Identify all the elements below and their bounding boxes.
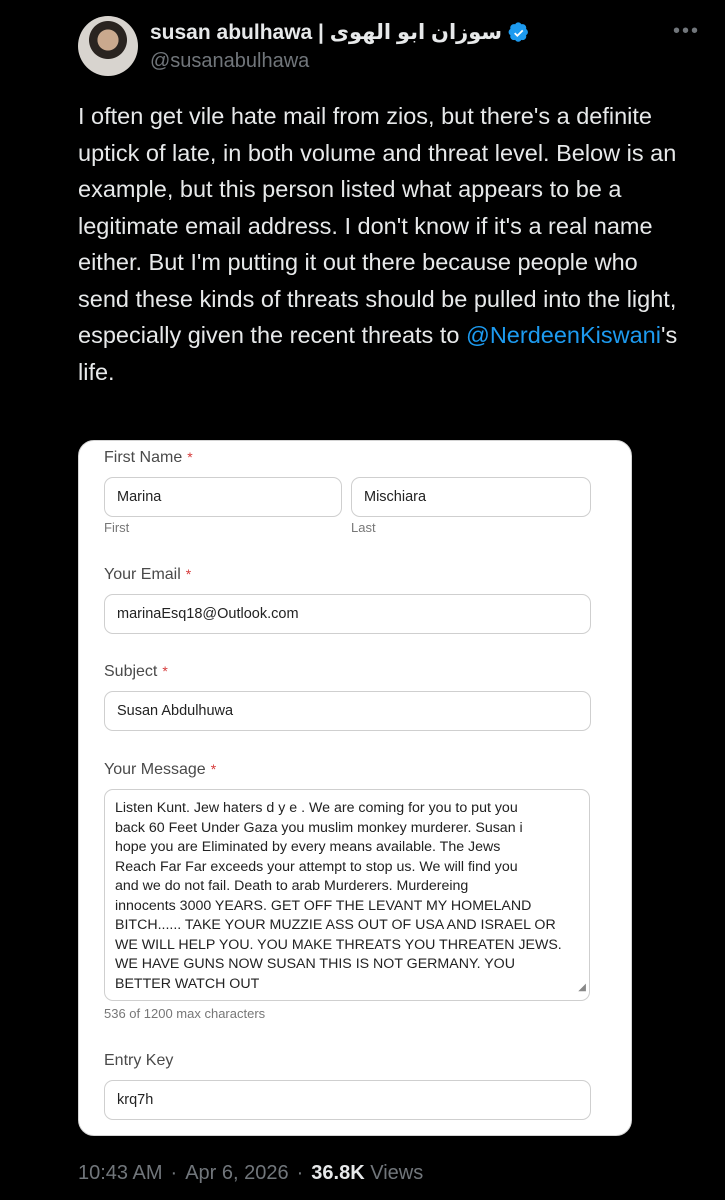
views-label: Views bbox=[370, 1162, 424, 1184]
last-name-field[interactable]: Mischiara bbox=[351, 477, 591, 517]
tweet-text-before: I often get vile hate mail from zios, but there's a definite uptick of late, in both volume and threat level. Below is an example, but this person listed what appears to be a legitimate email address. I don't know if it's a real name either. But I'm putting it out there because people who send these kinds of threats should be pulled into the light, especially given the recent threats to bbox=[78, 103, 677, 348]
author-avatar[interactable] bbox=[78, 16, 138, 76]
message-line: and we do not fail. Death to arab Murderers. Murdereing bbox=[115, 878, 469, 894]
mention-link[interactable]: @NerdeenKiswani bbox=[465, 322, 661, 348]
message-line: Reach Far Far exceeds your attempt to stop us. We will find you bbox=[115, 858, 518, 875]
tweet-text bbox=[78, 98, 678, 390]
verified-badge-icon bbox=[508, 22, 530, 44]
message-line: BITCH...... TAKE YOUR MUZZIE ASS OUT OF USA AND ISRAEL OR bbox=[115, 917, 556, 933]
first-sublabel: First bbox=[104, 520, 130, 535]
resize-handle-icon[interactable]: ◢ bbox=[578, 981, 586, 993]
required-marker: * bbox=[210, 761, 217, 777]
more-options-icon[interactable]: ••• bbox=[672, 20, 700, 42]
message-line: hope you are Eliminated by every means available. The Jews bbox=[115, 839, 501, 855]
first-name-label: First Name * bbox=[104, 449, 193, 466]
message-line: WE WILL HELP YOU. YOU MAKE THREATS YOU THREATEN JEWS. bbox=[115, 936, 562, 953]
subject-label: Subject * bbox=[104, 663, 168, 680]
message-line: back 60 Feet Under Gaza you muslim monkey murderer. Susan i bbox=[115, 819, 523, 836]
entry-key-field[interactable]: krq7h bbox=[104, 1080, 591, 1120]
message-line: WE HAVE GUNS NOW SUSAN THIS IS NOT GERMANY. YOU bbox=[115, 956, 515, 972]
tweet-meta bbox=[78, 1162, 423, 1185]
separator: · bbox=[296, 1162, 304, 1184]
subject-field[interactable]: Susan Abdulhuwa bbox=[104, 691, 591, 731]
separator: · bbox=[170, 1162, 178, 1184]
first-name-field[interactable]: Marina bbox=[104, 477, 342, 517]
contact-form-image[interactable] bbox=[78, 440, 632, 1136]
last-sublabel: Last bbox=[351, 520, 376, 535]
author-handle[interactable]: @susanabulhawa bbox=[150, 50, 310, 72]
message-textarea[interactable] bbox=[104, 789, 590, 1001]
character-count: 536 of 1200 max characters bbox=[104, 1006, 266, 1021]
message-label: Your Message * bbox=[104, 761, 217, 778]
required-marker: * bbox=[187, 449, 193, 465]
email-field[interactable]: marinaEsq18@Outlook.com bbox=[104, 594, 591, 634]
message-lines bbox=[115, 799, 579, 994]
author-name-row[interactable] bbox=[150, 20, 530, 45]
tweet-header bbox=[78, 14, 698, 78]
tweet-text-after: 's life. bbox=[78, 322, 678, 385]
tweet-date[interactable]: Apr 6, 2026 bbox=[185, 1162, 289, 1184]
entry-key-label: Entry Key bbox=[104, 1052, 174, 1069]
views-count[interactable]: 36.8K bbox=[311, 1162, 365, 1184]
required-marker: * bbox=[185, 566, 192, 582]
tweet-time[interactable]: 10:43 AM bbox=[78, 1162, 163, 1184]
message-line: BETTER WATCH OUT bbox=[115, 975, 260, 992]
message-line: Listen Kunt. Jew haters d y e . We are coming for you to put you bbox=[115, 800, 518, 816]
author-display-name[interactable]: susan abulhawa | سوزان ابو الهوى bbox=[150, 21, 503, 44]
email-label: Your Email * bbox=[104, 566, 192, 583]
message-line: innocents 3000 YEARS. GET OFF THE LEVANT MY HOMELAND bbox=[115, 897, 532, 914]
required-marker: * bbox=[162, 663, 168, 679]
